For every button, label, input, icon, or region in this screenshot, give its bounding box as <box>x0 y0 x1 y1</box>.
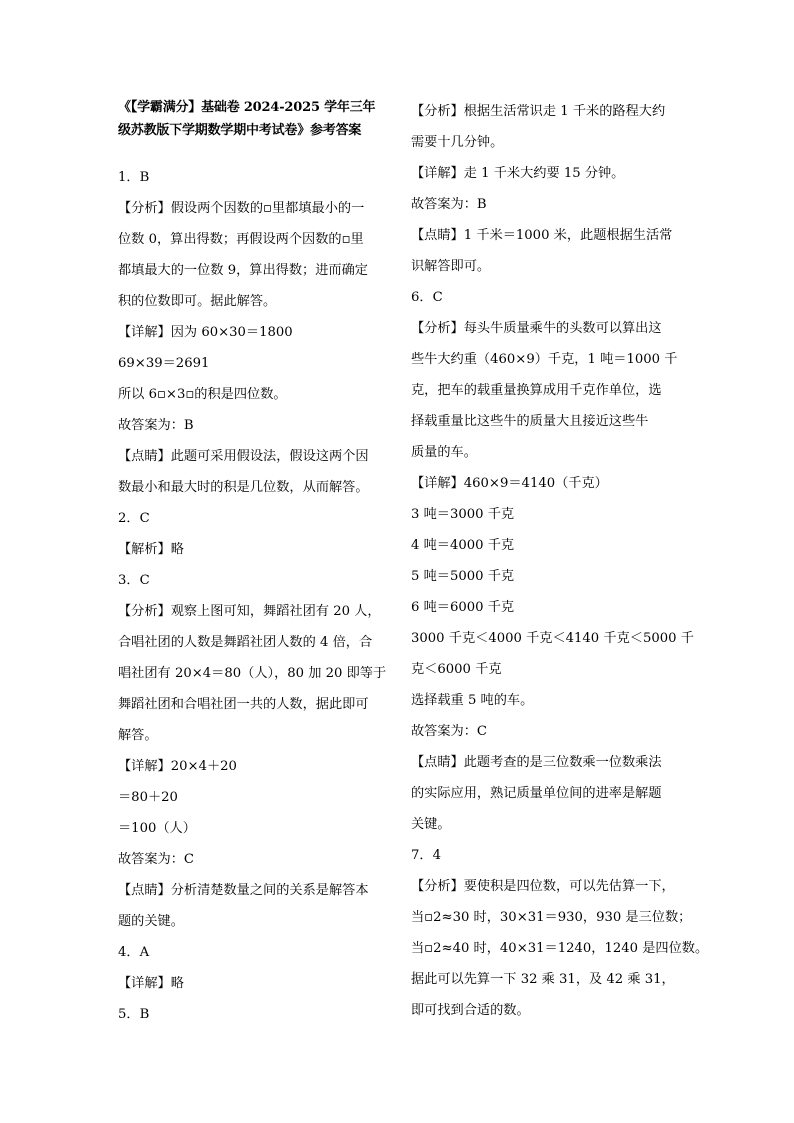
text-line: 【详解】460×9＝4140（千克） <box>411 476 608 491</box>
text-line: 【分析】要使积是四位数，可以先估算一下， <box>411 879 675 894</box>
left-column <box>118 96 408 1030</box>
title-gap <box>118 142 408 162</box>
text-line: 所以 6▫×3▫的积是四位数。 <box>118 387 287 402</box>
text-line: 69×39＝2691 <box>118 356 210 371</box>
text-line: ＝100（人） <box>118 821 196 836</box>
text-line: 克，把车的载重量换算成用千克作单位，选 <box>411 383 662 398</box>
text-line: 据此可以先算一下 32 乘 31，及 42 乘 31， <box>411 972 675 987</box>
text-line: 【分析】观察上图可知，舞蹈社团有 20 人， <box>118 604 381 619</box>
text-line: 择载重量比这些牛的质量大且接近这些牛 <box>411 414 649 429</box>
text-line: 6．C <box>411 290 443 305</box>
text-line: 位数 0，算出得数；再假设两个因数的▫里 <box>118 232 364 247</box>
text-line: 识解答即可。 <box>411 259 491 274</box>
text-line: 需要十几分钟。 <box>411 135 504 150</box>
text-line: ＝80＋20 <box>118 790 178 805</box>
right-answer-text <box>411 96 709 1026</box>
text-line: 故答案为：B <box>411 197 487 212</box>
text-line: 3 吨＝3000 千克 <box>411 507 515 522</box>
text-line: 3．C <box>118 573 150 588</box>
text-line: 6 吨＝6000 千克 <box>411 600 515 615</box>
text-line: 选择载重 5 吨的车。 <box>411 693 534 708</box>
text-line: 合唱社团的人数是舞蹈社团人数的 4 倍，合 <box>118 635 373 650</box>
text-line: 即可找到合适的数。 <box>411 1003 530 1018</box>
text-line: 唱社团有 20×4＝80（人），80 加 20 即等于 <box>118 666 387 681</box>
text-line: 积的位数即可。据此解答。 <box>118 294 277 309</box>
text-line: 【点睛】1 千米＝1000 米，此题根据生活常 <box>411 228 673 243</box>
text-line: 故答案为：C <box>411 724 488 739</box>
text-line: 当▫2≈30 时，30×31＝930，930 是三位数； <box>411 910 692 925</box>
text-line: 【详解】20×4＋20 <box>118 759 237 774</box>
text-line: 关键。 <box>411 817 451 832</box>
text-line: 5．B <box>118 1007 150 1022</box>
document-title <box>118 96 408 142</box>
text-line: 【解析】略 <box>118 542 184 557</box>
text-line: 7．4 <box>411 848 441 863</box>
text-line: 【详解】略 <box>118 976 184 991</box>
right-column <box>411 96 709 1026</box>
left-answer-text <box>118 162 408 1030</box>
text-line: 1．B <box>118 170 150 185</box>
text-line: 都填最大的一位数 9，算出得数；进而确定 <box>118 263 368 278</box>
text-line: 克＜6000 千克 <box>411 662 502 677</box>
text-line: 5 吨＝5000 千克 <box>411 569 515 584</box>
text-line: 【点睛】此题考查的是三位数乘一位数乘法 <box>411 755 662 770</box>
text-line: 些牛大约重（460×9）千克，1 吨＝1000 千 <box>411 352 678 367</box>
text-line: 4．A <box>118 945 150 960</box>
text-line: 题的关键。 <box>118 914 184 929</box>
text-line: 故答案为：B <box>118 418 194 433</box>
text-line: 【分析】根据生活常识走 1 千米的路程大约 <box>411 104 666 119</box>
title-line: 级苏教版下学期数学期中考试卷》参考答案 <box>118 123 362 138</box>
text-line: 【详解】因为 60×30＝1800 <box>118 325 293 340</box>
text-line: 【点睛】此题可采用假设法，假设这两个因 <box>118 449 369 464</box>
text-line: 【详解】走 1 千米大约要 15 分钟。 <box>411 166 625 181</box>
text-line: 3000 千克＜4000 千克＜4140 千克＜5000 千 <box>411 631 694 646</box>
text-line: 的实际应用，熟记质量单位间的进率是解题 <box>411 786 662 801</box>
text-line: 数最小和最大时的积是几位数，从而解答。 <box>118 480 369 495</box>
text-line: 舞蹈社团和合唱社团一共的人数，据此即可 <box>118 697 369 712</box>
text-line: 4 吨＝4000 千克 <box>411 538 515 553</box>
text-line: 解答。 <box>118 728 158 743</box>
title-line: 《【学霸满分】基础卷 2024-2025 学年三年 <box>118 100 376 115</box>
text-line: 质量的车。 <box>411 445 477 460</box>
text-line: 故答案为：C <box>118 852 195 867</box>
text-line: 【分析】假设两个因数的▫里都填最小的一 <box>118 201 365 216</box>
text-line: 当▫2≈40 时，40×31＝1240，1240 是四位数。 <box>411 941 709 956</box>
text-line: 2．C <box>118 511 150 526</box>
text-line: 【分析】每头牛质量乘牛的头数可以算出这 <box>411 321 662 336</box>
text-line: 【点睛】分析清楚数量之间的关系是解答本 <box>118 883 369 898</box>
